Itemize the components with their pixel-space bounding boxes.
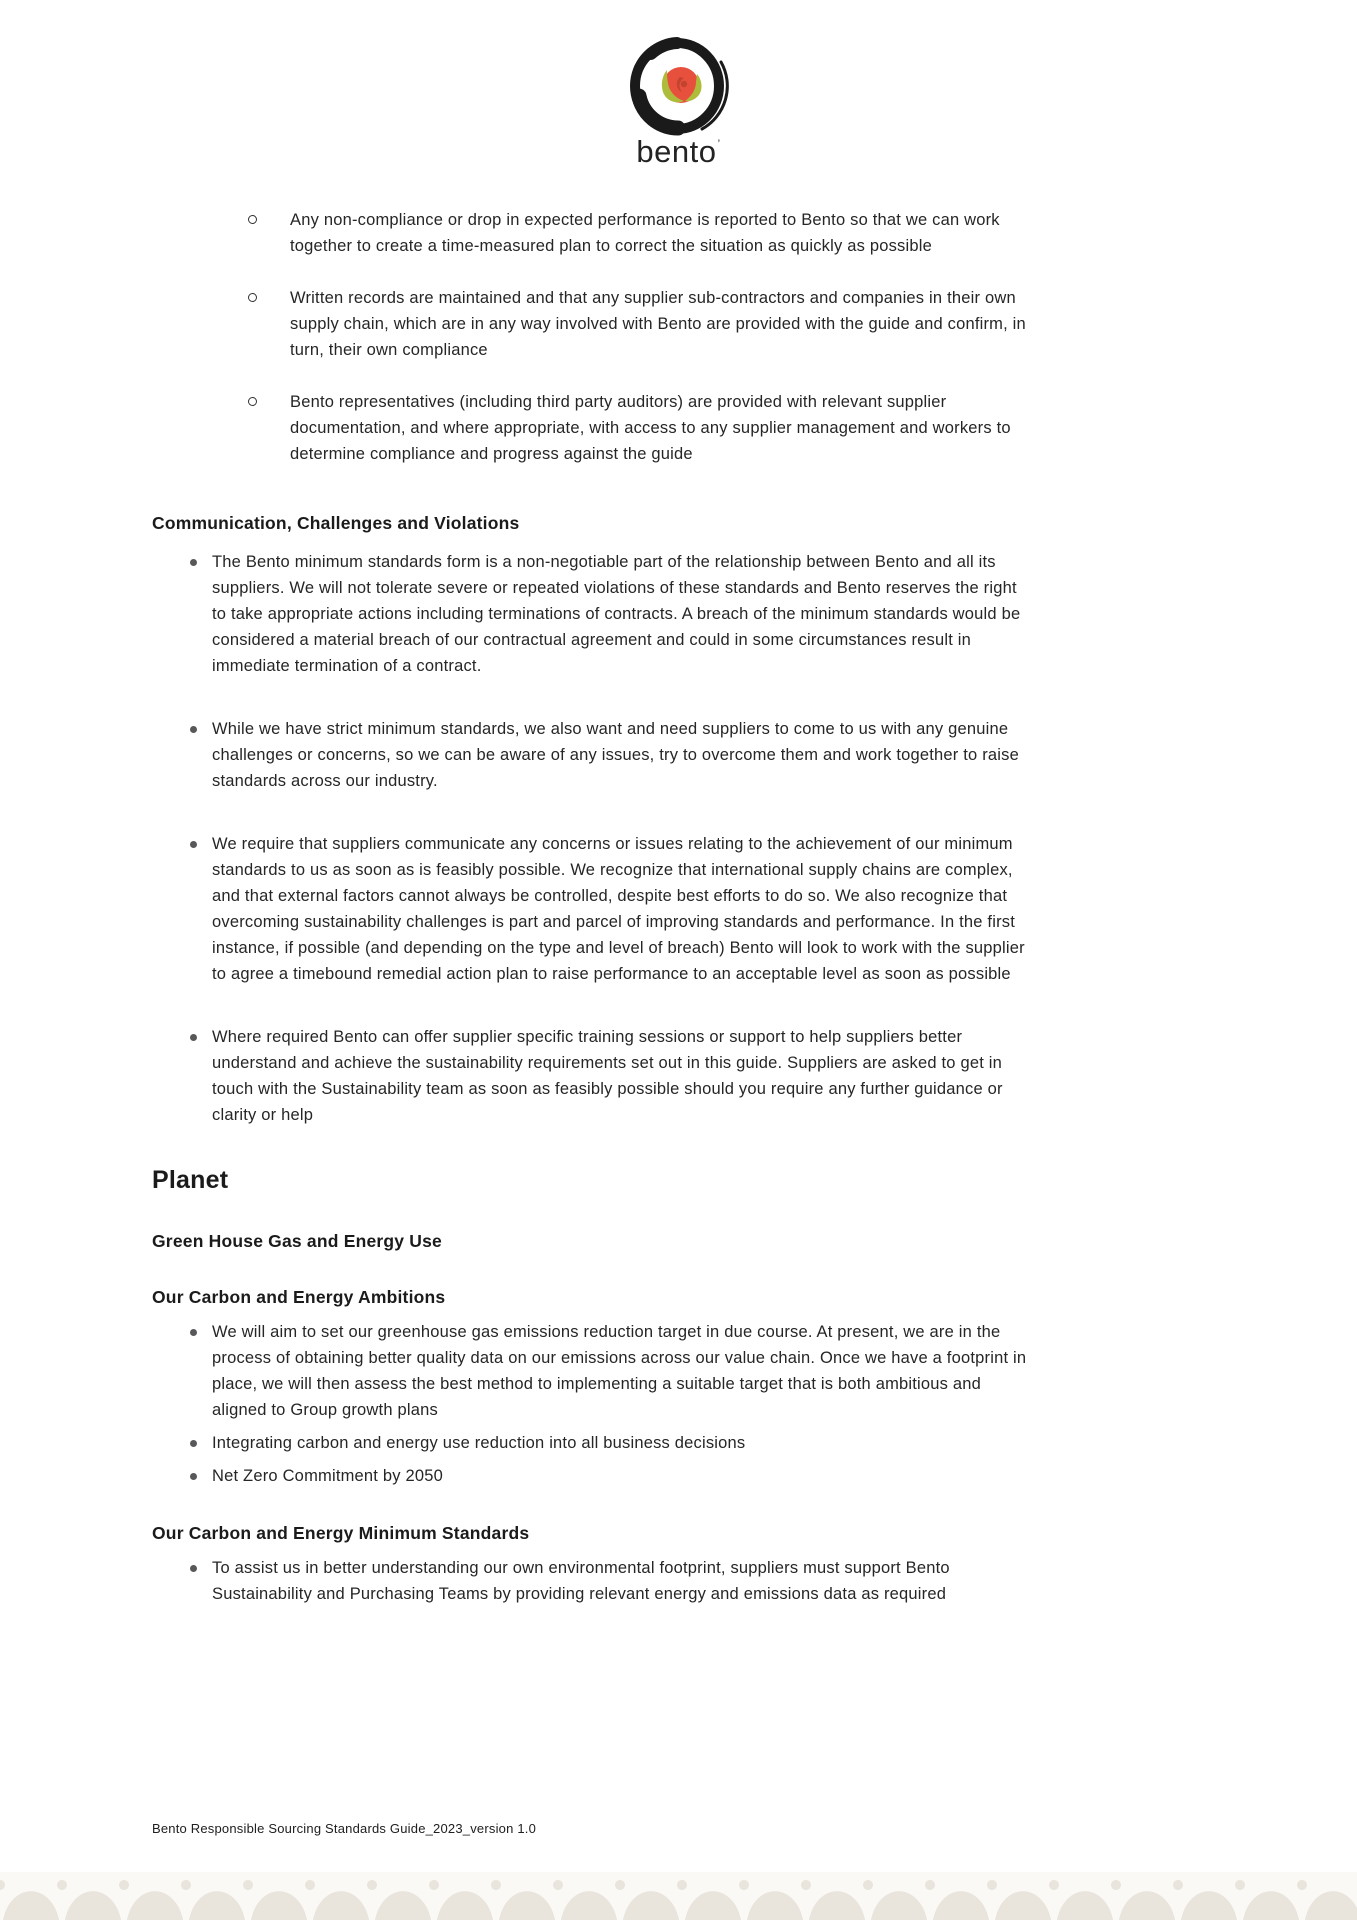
- dot-bullet-icon: [190, 1329, 197, 1336]
- list-item-text: To assist us in better understanding our own environmental footprint, suppliers must support Bento Sustainability and Purchasing Teams by providing relevant energy and emissions data as required: [212, 1559, 950, 1603]
- logo-block: [0, 0, 1357, 167]
- list-item-text: We require that suppliers communicate any concerns or issues relating to the achievement of our minimum standards to us as soon as is feasibly possible. We recognize that international supply chains are complex, and that external factors cannot always be controlled, despite best efforts to do so. We also recognize that overcoming sustainability challenges is part and parcel of improving standards and performance. In the first instance, if possible (and depending on the type and level of breach) Bento will look to work with the supplier to agree a timebound remedial action plan to raise performance to an acceptable level as soon as possible: [212, 835, 1025, 983]
- communication-bullet-list: [152, 549, 1030, 1128]
- section-heading-communication: Communication, Challenges and Violations: [152, 513, 520, 533]
- section-title-planet: Planet: [152, 1166, 229, 1194]
- footer-text: Bento Responsible Sourcing Standards Guide_2023_version 1.0: [152, 1821, 536, 1836]
- list-item-text: Integrating carbon and energy use reduction into all business decisions: [212, 1434, 746, 1452]
- bento-logo-icon: [620, 34, 738, 140]
- dot-bullet-icon: [190, 726, 197, 733]
- section-heading-ghg: Green House Gas and Energy Use: [152, 1231, 442, 1251]
- list-item: [152, 389, 1030, 467]
- dot-bullet-icon: [190, 1473, 197, 1480]
- list-item: [152, 1555, 1030, 1607]
- list-item: [152, 1430, 1030, 1456]
- dot-bullet-icon: [190, 559, 197, 566]
- dot-bullet-icon: [190, 1565, 197, 1572]
- list-item-text: Written records are maintained and that any supplier sub-contractors and companies in their own supply chain, which are in any way involved with Bento are provided with the guide and confirm, in turn, their own compliance: [290, 289, 1026, 359]
- list-item-text: The Bento minimum standards form is a non-negotiable part of the relationship between Bento and all its suppliers. We will not tolerate severe or repeated violations of these standards and Bento reserves the right to take appropriate actions including terminations of contracts. A breach of the minimum standards would be considered a material breach of our contractual agreement and could in some circumstances result in immediate termination of a contract.: [212, 553, 1021, 675]
- decorative-border: [0, 1872, 1357, 1920]
- brand-name: bento: [636, 134, 717, 169]
- list-item: [152, 1319, 1030, 1423]
- list-item: [152, 831, 1030, 987]
- circle-bullet-icon: [248, 293, 257, 302]
- dot-bullet-icon: [190, 1440, 197, 1447]
- subsection-heading-minimum-standards: Our Carbon and Energy Minimum Standards: [152, 1523, 530, 1543]
- list-item: [152, 549, 1030, 679]
- intro-bullet-list: [152, 207, 1030, 467]
- list-item-text: Any non-compliance or drop in expected performance is reported to Bento so that we can work together to create a time-measured plan to correct the situation as quickly as possible: [290, 211, 1000, 255]
- circle-bullet-icon: [248, 215, 257, 224]
- list-item-text: Net Zero Commitment by 2050: [212, 1467, 443, 1485]
- brand-trademark: ’: [717, 137, 721, 151]
- list-item-text: Bento representatives (including third party auditors) are provided with relevant supplier documentation, and where appropriate, with access to any supplier management and workers to determine compliance and progress against the guide: [290, 393, 1011, 463]
- list-item: [152, 1024, 1030, 1128]
- document-body: [152, 207, 1030, 1607]
- brand-wordmark: [636, 136, 720, 167]
- list-item: [152, 716, 1030, 794]
- circle-bullet-icon: [248, 397, 257, 406]
- list-item: [152, 207, 1030, 259]
- list-item: [152, 1463, 1030, 1489]
- minimum-standards-bullet-list: [152, 1555, 1030, 1607]
- list-item-text: We will aim to set our greenhouse gas emissions reduction target in due course. At present, we are in the process of obtaining better quality data on our emissions across our value chain. Once we have a footprint in place, we will then assess the best method to implementing a suitable target that is both ambitious and aligned to Group growth plans: [212, 1323, 1027, 1419]
- subsection-heading-ambitions: Our Carbon and Energy Ambitions: [152, 1287, 446, 1307]
- list-item-text: While we have strict minimum standards, we also want and need suppliers to come to us with any genuine challenges or concerns, so we can be aware of any issues, try to overcome them and work together to raise standards across our industry.: [212, 720, 1019, 790]
- dot-bullet-icon: [190, 841, 197, 848]
- list-item-text: Where required Bento can offer supplier specific training sessions or support to help suppliers better understand and achieve the sustainability requirements set out in this guide. Suppliers are asked to get in touch with the Sustainability team as soon as feasibly possible should you require any further guidance or clarity or help: [212, 1028, 1003, 1124]
- list-item: [152, 285, 1030, 363]
- ambitions-bullet-list: [152, 1319, 1030, 1489]
- dot-bullet-icon: [190, 1034, 197, 1041]
